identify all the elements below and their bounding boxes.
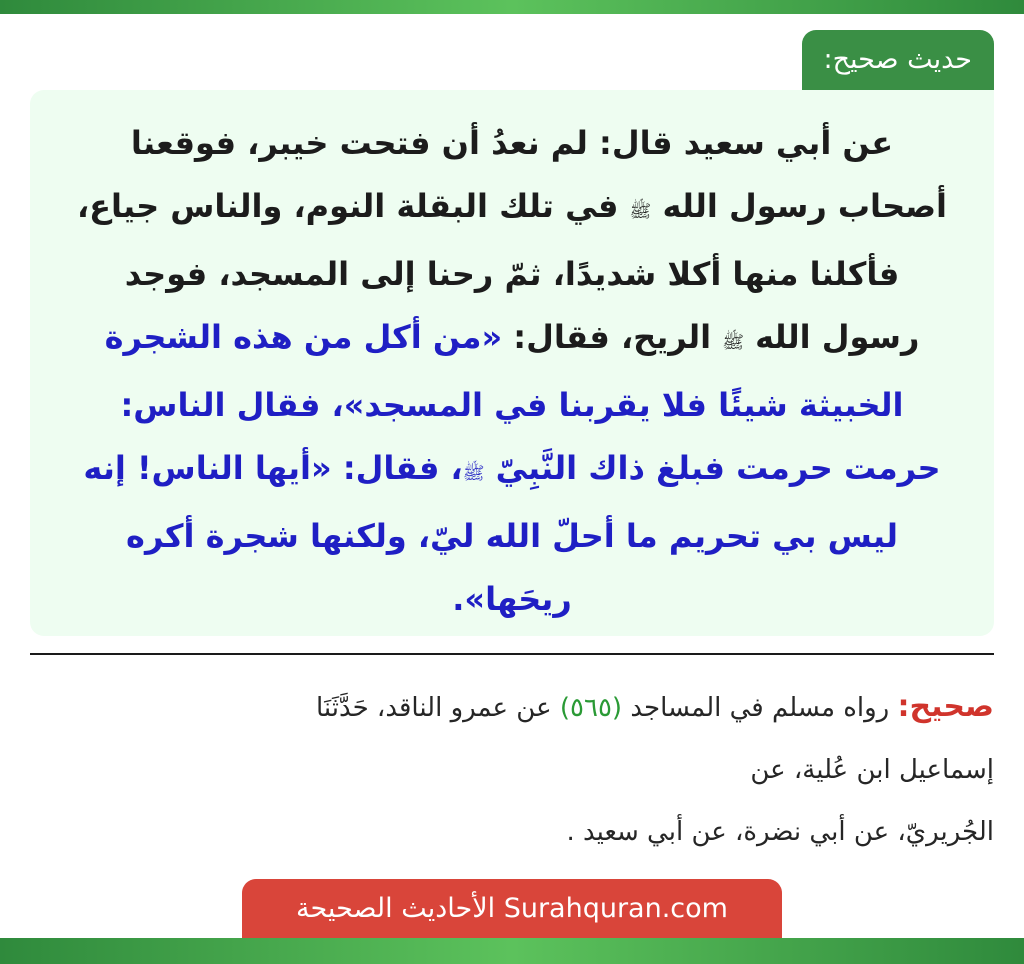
top-accent-bar xyxy=(0,0,1024,14)
pbuh-symbol: ﷺ xyxy=(629,201,652,222)
hadith-box xyxy=(30,90,994,636)
hadith-narration-3: الريح، فقال: xyxy=(502,318,723,356)
hadith-narration-2: في تلك البقلة النوم، والناس جياع، فأكلنا منها أكلا شديدًا، ثمّ رحنا إلى المسجد، فوجد رسول الله xyxy=(76,187,920,356)
bottom-accent-bar xyxy=(0,938,1024,964)
divider-line xyxy=(30,653,994,655)
source-hadith-number: (٥٦٥) xyxy=(559,693,623,723)
pbuh-symbol: ﷺ xyxy=(462,463,485,484)
brand-badge: الأحاديث الصحيحة Surahquran.com xyxy=(242,879,782,939)
source-line-3: الجُريريّ، عن أبي نضرة، عن أبي سعيد . xyxy=(566,817,994,847)
source-line-1 xyxy=(30,676,994,739)
source-line-2: إسماعيل ابن عُلية، عن xyxy=(750,755,994,785)
hadith-grade-label: حديث صحيح: xyxy=(802,30,995,90)
source-text-1: رواه مسلم في المساجد xyxy=(622,693,898,723)
pbuh-symbol: ﷺ xyxy=(722,332,744,353)
prophet-quote-2: ، فقال: «أيها الناس! إنه ليس بي تحريم ما أحلّ الله ليّ، ولكنها شجرة أكره ريحَها». xyxy=(83,449,898,618)
prophet-quote-1: «من أكل من هذه الشجرة الخبيثة شيئًا فلا يقربنا في المسجد»، فقال الناس: حرمت حرمت فبلغ ذاك النَّبِيّ xyxy=(104,318,941,487)
source-grade: صحيح: xyxy=(897,689,994,724)
hadith-text xyxy=(72,112,952,631)
hadith-source xyxy=(30,676,994,863)
source-text-2: عن عمرو الناقد، حَدَّثَنَا xyxy=(315,693,560,723)
hadith-narration-1: عن أبي سعيد قال: لم نعدُ أن فتحت خيبر، فوقعنا أصحاب رسول الله xyxy=(130,124,948,225)
